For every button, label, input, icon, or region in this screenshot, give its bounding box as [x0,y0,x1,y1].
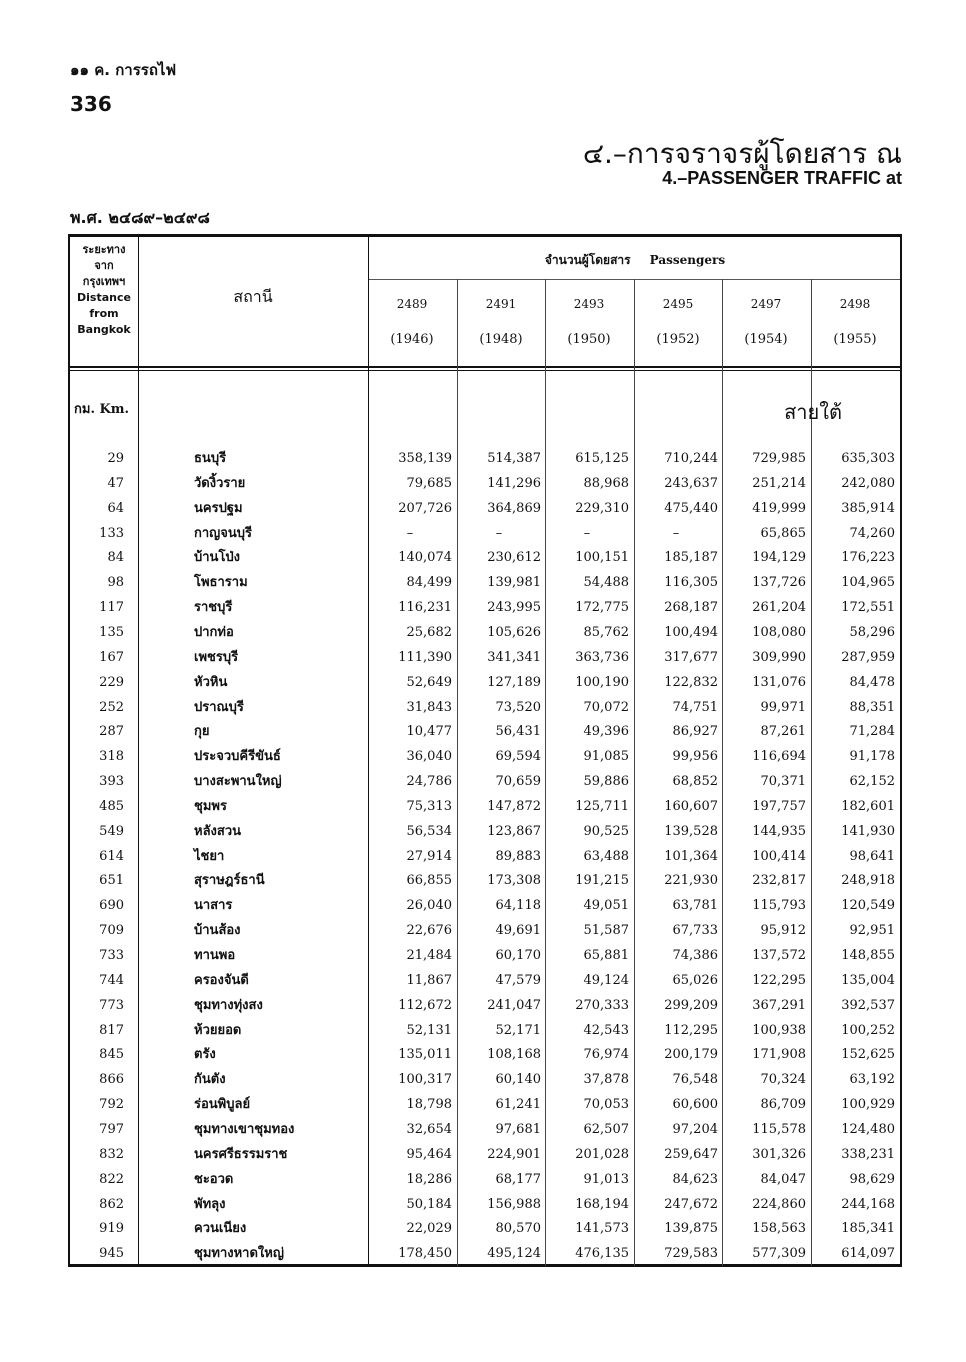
distance-cell: 773 [99,997,124,1013]
passenger-count-cell: 68,852 [672,774,718,790]
station-cell: ชุมพร [194,798,227,814]
passenger-count-cell: 139,981 [487,575,541,591]
passenger-count-cell: 27,914 [406,848,452,864]
station-cell: ชุมทางหาดใหญ่ [194,1246,284,1262]
passenger-count-cell: 614,097 [841,1246,895,1262]
table-title-english: 4.–PASSENGER TRAFFIC at [662,168,902,188]
passenger-count-cell: 21,484 [406,948,452,963]
passenger-count-cell: 67,733 [672,923,718,939]
passenger-count-cell: 84,499 [406,575,452,591]
passenger-count-cell: 92,951 [849,923,895,939]
passenger-count-cell: 261,204 [752,600,806,616]
passenger-count-cell: 124,480 [841,1121,895,1137]
passenger-count-cell: 76,548 [672,1072,718,1088]
passenger-count-cell: 49,691 [495,923,541,939]
passenger-count-cell: 31,843 [406,699,452,715]
passenger-count-cell: 91,178 [849,749,895,765]
distance-cell: 792 [99,1097,124,1113]
passenger-count-cell: 341,341 [487,649,541,665]
year-be-header: 2489 [396,297,428,311]
passenger-count-cell: 10,477 [406,724,452,740]
passenger-count-cell: 182,601 [841,798,895,814]
station-cell: นครศรีธรรมราช [194,1146,288,1162]
passenger-count-cell: 56,534 [406,823,452,839]
passenger-count-cell: 185,341 [841,1221,895,1237]
distance-cell: 866 [99,1072,124,1088]
passenger-count-cell: 95,912 [760,923,806,939]
passenger-count-cell: 144,935 [752,823,806,839]
station-cell: ครองจันดี [194,972,249,988]
passenger-count-cell: 139,528 [664,823,718,839]
passenger-count-cell: 49,396 [583,724,629,740]
passenger-count-cell: 89,883 [495,848,541,864]
passenger-count-cell: 58,296 [849,624,895,640]
distance-cell: 845 [99,1047,124,1063]
distance-cell: 817 [99,1022,124,1038]
passenger-count-cell: 270,333 [575,997,629,1013]
passenger-count-cell: 60,600 [672,1097,718,1113]
station-cell: หัวหิน [194,674,228,690]
passenger-count-cell: 99,971 [760,699,806,715]
station-cell: ปากท่อ [194,624,234,640]
year-ce-header: (1946) [390,332,434,347]
distance-header: ระยะทาง จาก กรุงเทพฯ Distance from Bangkok [77,243,131,336]
station-header: สถานี [233,287,273,306]
passenger-count-cell: 87,261 [760,724,806,740]
passenger-count-cell: 224,860 [752,1196,806,1212]
passenger-count-cell: 200,179 [664,1047,718,1063]
passenger-count-cell: 97,681 [495,1121,541,1137]
period-label: พ.ศ. ๒๔๘๙–๒๔๙๘ [70,208,210,227]
passenger-count-cell: 105,626 [487,624,541,640]
passenger-count-cell: 230,612 [487,550,541,566]
passenger-count-cell: 125,711 [575,798,629,814]
station-cell: สุราษฎร์ธานี [194,873,265,889]
passenger-count-cell: 49,124 [583,972,629,988]
passenger-count-cell: 135,011 [398,1047,452,1063]
passenger-count-cell: 18,798 [406,1097,452,1113]
passenger-count-cell: 108,168 [487,1047,541,1063]
passenger-count-cell: 84,478 [849,674,895,690]
passenger-count-cell: 514,387 [487,451,541,466]
passenger-count-cell: 243,637 [664,475,718,491]
passenger-count-cell: 191,215 [575,873,629,889]
passenger-count-cell: 131,076 [752,674,806,690]
station-cell: ประจวบคีรีขันธ์ [194,749,281,765]
passenger-count-cell: 268,187 [664,600,718,616]
passenger-count-cell: 88,968 [583,475,629,491]
passenger-count-cell: 63,488 [583,848,629,864]
distance-cell: 252 [99,699,124,715]
passenger-count-cell: 104,965 [841,575,895,591]
passenger-count-cell: 68,177 [495,1171,541,1187]
passenger-count-cell: 363,736 [575,649,629,665]
passenger-count-cell: 338,231 [841,1146,895,1162]
distance-cell: 709 [99,923,124,939]
passengers-header-english: Passengers [649,253,726,267]
passenger-count-cell: 111,390 [398,649,452,665]
col-rule-right [900,234,902,1266]
distance-cell: 135 [99,624,124,640]
passenger-count-cell: 243,995 [487,600,541,616]
passenger-count-cell: 22,676 [406,923,452,939]
table-title-thai: ๔.–การจราจรผู้โดยสาร ณ [582,137,902,170]
passenger-count-cell: 137,726 [752,575,806,591]
passenger-count-cell: 54,488 [583,575,629,591]
passenger-count-cell: 36,040 [406,749,452,765]
passenger-count-cell: – [672,525,680,541]
passenger-count-cell: 367,291 [752,997,806,1013]
passenger-count-cell: 147,872 [487,798,541,814]
passenger-count-cell: 116,231 [398,600,452,616]
passenger-count-cell: 122,832 [664,674,718,690]
passenger-count-cell: 247,672 [664,1196,718,1212]
station-cell: เพชรบุรี [194,649,239,665]
table-top-rule [68,234,902,237]
passengers-header-thai: จำนวนผู้โดยสาร [544,253,631,267]
passenger-count-cell: 60,170 [495,948,541,963]
distance-cell: 287 [99,724,124,740]
passenger-count-cell: 635,303 [841,451,895,466]
distance-cell: 167 [99,649,124,665]
passenger-count-cell: 71,284 [849,724,895,740]
passenger-count-cell: 98,629 [849,1171,895,1187]
passenger-count-cell: 70,659 [495,774,541,790]
distance-cell: 822 [99,1171,124,1187]
passenger-count-cell: 317,677 [664,649,718,665]
passenger-count-cell: 70,324 [760,1072,806,1088]
passenger-count-cell: 710,244 [664,451,718,466]
passenger-count-cell: 476,135 [575,1246,629,1262]
passenger-count-cell: 52,171 [495,1022,541,1038]
passenger-count-cell: 419,999 [752,500,806,516]
passenger-count-cell: 61,241 [495,1097,541,1113]
passenger-count-cell: 101,364 [664,848,718,864]
passenger-count-cell: 729,583 [664,1246,718,1262]
passenger-count-cell: 221,930 [664,873,718,889]
passenger-count-cell: 122,295 [752,972,806,988]
passenger-count-cell: 50,184 [406,1196,452,1212]
station-cell: บางสะพานใหญ่ [194,774,282,790]
passenger-count-cell: 116,305 [664,575,718,591]
distance-cell: 98 [107,575,124,591]
passenger-count-cell: 100,151 [575,550,629,566]
passenger-count-cell: 62,507 [583,1121,629,1137]
passenger-count-cell: 301,326 [752,1146,806,1162]
passenger-count-cell: 251,214 [752,475,806,491]
year-be-header: 2498 [839,297,871,311]
station-cell: ธนบุรี [194,451,227,466]
passenger-count-cell: 59,886 [583,774,629,790]
passenger-count-cell: 242,080 [841,475,895,491]
station-cell: ทานพอ [194,948,236,963]
passenger-count-cell: 47,579 [495,972,541,988]
station-cell: ห้วยยอด [194,1022,242,1038]
passenger-count-cell: 52,649 [406,674,452,690]
distance-cell: 29 [107,451,124,466]
passenger-count-cell: 100,317 [398,1072,452,1088]
passenger-count-cell: 69,594 [495,749,541,765]
passenger-count-cell: 120,549 [841,898,895,914]
passenger-count-cell: 90,525 [583,823,629,839]
passenger-count-cell: 115,793 [752,898,806,914]
passenger-count-cell: 148,855 [841,948,895,963]
station-cell: หลังสวน [194,823,242,839]
passenger-count-cell: 63,192 [849,1072,895,1088]
passenger-count-cell: 229,310 [575,500,629,516]
passenger-count-cell: 287,959 [841,649,895,665]
distance-cell: 318 [99,749,124,765]
station-cell: บ้านโป่ง [194,550,241,566]
passenger-count-cell: 232,817 [752,873,806,889]
passenger-count-cell: 135,004 [841,972,895,988]
year-ce-header: (1955) [833,332,877,347]
passenger-count-cell: 171,908 [752,1047,806,1063]
station-cell: ราชบุรี [194,600,233,616]
passenger-count-cell: 173,308 [487,873,541,889]
unit-label: กม. Km. [74,402,130,417]
station-cell: ควนเนียง [194,1221,247,1237]
passenger-count-cell: 60,140 [495,1072,541,1088]
distance-cell: 549 [99,823,124,839]
distance-cell: 47 [107,475,124,491]
station-cell: ชุมทางทุ่งสง [194,997,263,1013]
passenger-count-cell: 73,520 [495,699,541,715]
passenger-count-cell: 392,537 [841,997,895,1013]
station-cell: ชะอวด [194,1171,234,1187]
passenger-count-cell: 79,685 [406,475,452,491]
passenger-count-cell: 309,990 [752,649,806,665]
distance-cell: 117 [99,600,124,616]
passenger-count-cell: 299,209 [664,997,718,1013]
station-cell: ร่อนพิบูลย์ [194,1097,251,1113]
distance-cell: 485 [99,798,124,814]
distance-cell: 229 [99,674,124,690]
passenger-count-cell: 495,124 [487,1246,541,1262]
passenger-count-cell: 37,878 [583,1072,629,1088]
passenger-count-cell: 100,494 [664,624,718,640]
year-ce-header: (1948) [479,332,523,347]
station-cell: บ้านส้อง [194,923,241,939]
passenger-count-cell: 70,371 [760,774,806,790]
station-cell: โพธาราม [194,575,248,591]
distance-cell: 84 [107,550,124,566]
passenger-count-cell: 141,930 [841,823,895,839]
passenger-count-cell: – [495,525,503,541]
passenger-count-cell: 160,607 [664,798,718,814]
passenger-count-cell: 52,131 [406,1022,452,1038]
distance-cell: 733 [99,948,124,963]
passenger-count-cell: 244,168 [841,1196,895,1212]
passengers-header [368,252,902,268]
passengers-span-rule [368,279,902,280]
passenger-count-cell: 201,028 [575,1146,629,1162]
passenger-count-cell: 207,726 [398,500,452,516]
passenger-count-cell: 385,914 [841,500,895,516]
passenger-count-cell: 224,901 [487,1146,541,1162]
passenger-count-cell: 66,855 [406,873,452,889]
passenger-count-cell: 64,118 [495,898,541,914]
passenger-count-cell: 86,927 [672,724,718,740]
passenger-count-cell: 112,672 [398,997,452,1013]
col-rule-distance [138,234,139,1266]
passenger-count-cell: 168,194 [575,1196,629,1212]
passenger-count-cell: 74,751 [672,699,718,715]
passenger-count-cell: 84,047 [760,1171,806,1187]
passenger-count-cell: 51,587 [583,923,629,939]
station-cell: กาญจนบุรี [194,525,252,541]
header-bottom-rule [68,366,902,368]
passenger-count-cell: 108,080 [752,624,806,640]
passenger-count-cell: 123,867 [487,823,541,839]
passenger-count-cell: 99,956 [672,749,718,765]
year-ce-header: (1954) [744,332,788,347]
passenger-count-cell: 74,260 [849,525,895,541]
station-cell: ปราณบุรี [194,699,244,715]
passenger-count-cell: 97,204 [672,1121,718,1137]
passenger-count-cell: – [406,525,414,541]
passenger-count-cell: 74,386 [672,948,718,963]
passenger-count-cell: 22,029 [406,1221,452,1237]
passenger-count-cell: 100,190 [575,674,629,690]
distance-cell: 614 [99,848,124,864]
year-ce-header: (1952) [656,332,700,347]
station-cell: นาสาร [194,898,233,914]
passenger-count-cell: 176,223 [841,550,895,566]
passenger-count-cell: 70,072 [583,699,629,715]
passenger-count-cell: 172,551 [841,600,895,616]
station-cell: ชุมทางเขาชุมทอง [194,1121,295,1137]
passenger-count-cell: 577,309 [752,1246,806,1262]
passenger-count-cell: 49,051 [583,898,629,914]
passenger-count-cell: 75,313 [406,798,452,814]
passenger-count-cell: 729,985 [752,451,806,466]
passenger-count-cell: 98,641 [849,848,895,864]
passenger-count-cell: 65,881 [583,948,629,963]
passenger-count-cell: 178,450 [398,1246,452,1262]
passenger-count-cell: 85,762 [583,624,629,640]
header-double-rule [68,370,902,371]
passenger-count-cell: 65,865 [760,525,806,541]
distance-cell: 832 [99,1146,124,1162]
distance-cell: 797 [99,1121,124,1137]
passenger-count-cell: 127,189 [487,674,541,690]
passenger-count-cell: 100,929 [841,1097,895,1113]
chapter-heading: ๑๑ ค. การรถไฟ [70,61,177,79]
passenger-count-cell: 475,440 [664,500,718,516]
passenger-count-cell: 56,431 [495,724,541,740]
passenger-count-cell: 100,414 [752,848,806,864]
passenger-count-cell: 18,286 [406,1171,452,1187]
passenger-count-cell: 25,682 [406,624,452,640]
year-be-header: 2493 [573,297,605,311]
station-cell: ตรัง [194,1047,216,1063]
passenger-count-cell: 152,625 [841,1047,895,1063]
passenger-traffic-table [68,234,902,1268]
distance-cell: 393 [99,774,124,790]
year-be-header: 2491 [485,297,517,311]
passenger-count-cell: 194,129 [752,550,806,566]
passenger-count-cell: 11,867 [406,972,452,988]
station-cell: กุย [194,724,210,740]
distance-cell: 690 [99,898,124,914]
passenger-count-cell: 26,040 [406,898,452,914]
passenger-count-cell: 88,351 [849,699,895,715]
passenger-count-cell: 259,647 [664,1146,718,1162]
passenger-count-cell: 32,654 [406,1121,452,1137]
distance-cell: 64 [107,500,124,516]
passenger-count-cell: 158,563 [752,1221,806,1237]
passenger-count-cell: 24,786 [406,774,452,790]
year-be-header: 2497 [750,297,782,311]
station-cell: วัดงิ้วราย [194,475,246,491]
station-cell: กันตัง [194,1072,226,1088]
passenger-count-cell: 364,869 [487,500,541,516]
passenger-count-cell: 140,074 [398,550,452,566]
passenger-count-cell: 95,464 [406,1146,452,1162]
distance-cell: 133 [99,525,124,541]
distance-cell: 945 [99,1246,124,1262]
passenger-count-cell: 63,781 [672,898,718,914]
passenger-count-cell: 115,578 [752,1121,806,1137]
passenger-count-cell: 141,296 [487,475,541,491]
page-number: 336 [70,92,112,116]
passenger-count-cell: 84,623 [672,1171,718,1187]
passenger-count-cell: 76,974 [583,1047,629,1063]
distance-cell: 919 [99,1221,124,1237]
passenger-count-cell: 116,694 [752,749,806,765]
passenger-count-cell: 137,572 [752,948,806,963]
passenger-count-cell: 615,125 [575,451,629,466]
passenger-count-cell: 62,152 [849,774,895,790]
passenger-count-cell: 241,047 [487,997,541,1013]
passenger-count-cell: 91,085 [583,749,629,765]
passenger-count-cell: 141,573 [575,1221,629,1237]
distance-cell: 862 [99,1196,124,1212]
distance-cell: 744 [99,972,124,988]
passenger-count-cell: 65,026 [672,972,718,988]
station-cell: พัทลุง [194,1196,226,1212]
passenger-count-cell: 172,775 [575,600,629,616]
passenger-count-cell: 100,252 [841,1022,895,1038]
passenger-count-cell: – [583,525,591,541]
passenger-count-cell: 185,187 [664,550,718,566]
passenger-count-cell: 156,988 [487,1196,541,1212]
year-be-header: 2495 [662,297,694,311]
passenger-count-cell: 91,013 [583,1171,629,1187]
passenger-count-cell: 248,918 [841,873,895,889]
passenger-count-cell: 112,295 [664,1022,718,1038]
passenger-count-cell: 42,543 [583,1022,629,1038]
passenger-count-cell: 197,757 [752,798,806,814]
passenger-count-cell: 100,938 [752,1022,806,1038]
passenger-count-cell: 80,570 [495,1221,541,1237]
year-ce-header: (1950) [567,332,611,347]
col-rule-left [68,234,70,1266]
station-cell: นครปฐม [194,500,243,516]
section-label: สายใต้ [784,400,842,424]
passenger-count-cell: 358,139 [398,451,452,466]
passenger-count-cell: 139,875 [664,1221,718,1237]
passenger-count-cell: 70,053 [583,1097,629,1113]
passenger-count-cell: 86,709 [760,1097,806,1113]
distance-cell: 651 [99,873,124,889]
station-cell: ไชยา [194,848,225,864]
